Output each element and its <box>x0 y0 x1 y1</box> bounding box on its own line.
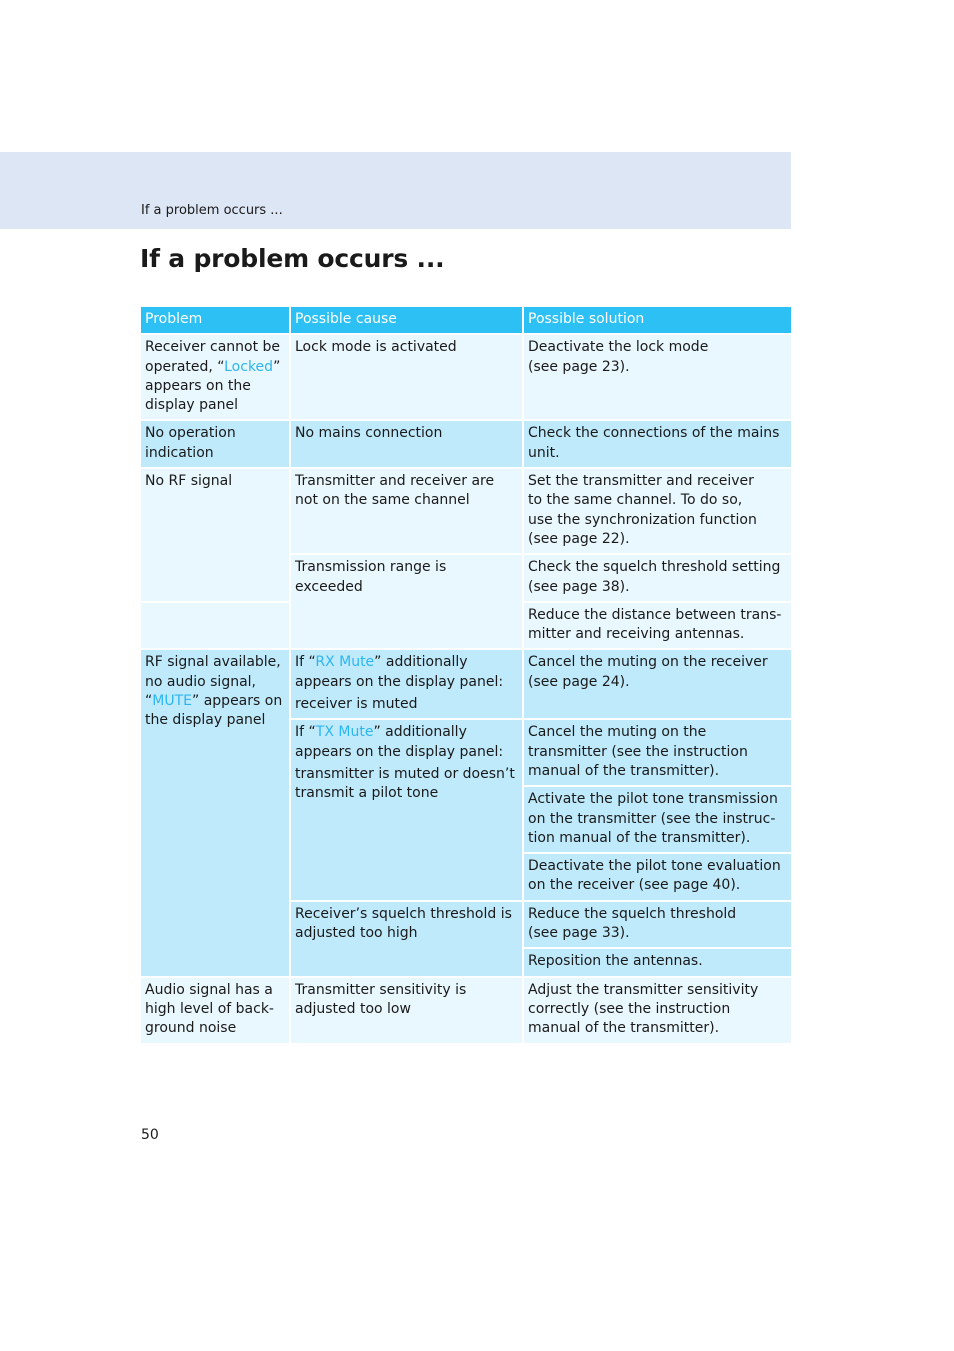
cause-cell: Receiver’s squelch threshold is adjusted too high <box>290 901 523 977</box>
display-text-mute: MUTE <box>152 693 192 710</box>
header-possible-solution: Possible solution <box>523 307 791 334</box>
display-text-locked: Locked <box>224 358 274 375</box>
solution-cell: Set the transmitter and receiver to the same channel. To do so, use the synchronization function (see page 22). <box>523 468 791 554</box>
header-possible-cause: Possible cause <box>290 307 523 334</box>
problem-cell-empty <box>141 602 290 650</box>
cause-cell: If “TX Mute” additionally appears on the display panel: transmitter is muted or doesn’t transmit a pilot tone <box>290 719 523 900</box>
table-header-row <box>141 307 791 334</box>
problem-cell: No operation indication <box>141 420 290 468</box>
solution-cell: Activate the pilot tone transmission on the transmitter (see the instruc-tion manual of the transmitter). <box>523 786 791 853</box>
table-row <box>141 334 791 420</box>
solution-cell: Reduce the distance between trans-mitter and receiving antennas. <box>523 602 791 650</box>
cause-cell: No mains connection <box>290 420 523 468</box>
problem-cell: RF signal available, no audio signal, “MUTE” appears on the display panel <box>141 649 290 976</box>
table-row <box>141 649 791 719</box>
cause-cell: Transmitter sensitivity is adjusted too low <box>290 977 523 1044</box>
problem-cell: Receiver cannot be operated, “Locked” appears on the display panel <box>141 334 290 420</box>
solution-cell: Check the squelch threshold setting (see page 38). <box>523 554 791 602</box>
cause-cell: If “RX Mute” additionally appears on the display panel: receiver is muted <box>290 649 523 719</box>
solution-cell: Deactivate the lock mode (see page 23). <box>523 334 791 420</box>
page-number: 50 <box>141 1127 159 1143</box>
solution-cell: Cancel the muting on the receiver (see page 24). <box>523 649 791 719</box>
problem-cell: No RF signal <box>141 468 290 602</box>
table-row <box>141 420 791 468</box>
troubleshooting-table <box>141 307 791 1045</box>
cause-cell: Transmitter and receiver are not on the same channel <box>290 468 523 554</box>
solution-cell: Adjust the transmitter sensitivity correctly (see the instruction manual of the transmitter). <box>523 977 791 1044</box>
running-head: If a problem occurs ... <box>141 203 283 218</box>
solution-cell: Cancel the muting on the transmitter (see the instruction manual of the transmitter). <box>523 719 791 786</box>
solution-cell: Check the connections of the mains unit. <box>523 420 791 468</box>
solution-cell: Deactivate the pilot tone evaluation on the receiver (see page 40). <box>523 853 791 901</box>
display-text-rx-mute: RX Mute <box>315 654 375 671</box>
solution-cell: Reduce the squelch threshold (see page 33). <box>523 901 791 949</box>
table-row <box>141 977 791 1044</box>
solution-cell: Reposition the antennas. <box>523 948 791 976</box>
display-text-tx-mute: TX Mute <box>315 724 374 741</box>
cause-cell: Lock mode is activated <box>290 334 523 420</box>
page-title: If a problem occurs ... <box>140 244 445 273</box>
problem-cell: Audio signal has a high level of back-ground noise <box>141 977 290 1044</box>
table-row <box>141 468 791 554</box>
cause-cell: Transmission range is exceeded <box>290 554 523 649</box>
header-band <box>0 152 791 229</box>
header-problem: Problem <box>141 307 290 334</box>
